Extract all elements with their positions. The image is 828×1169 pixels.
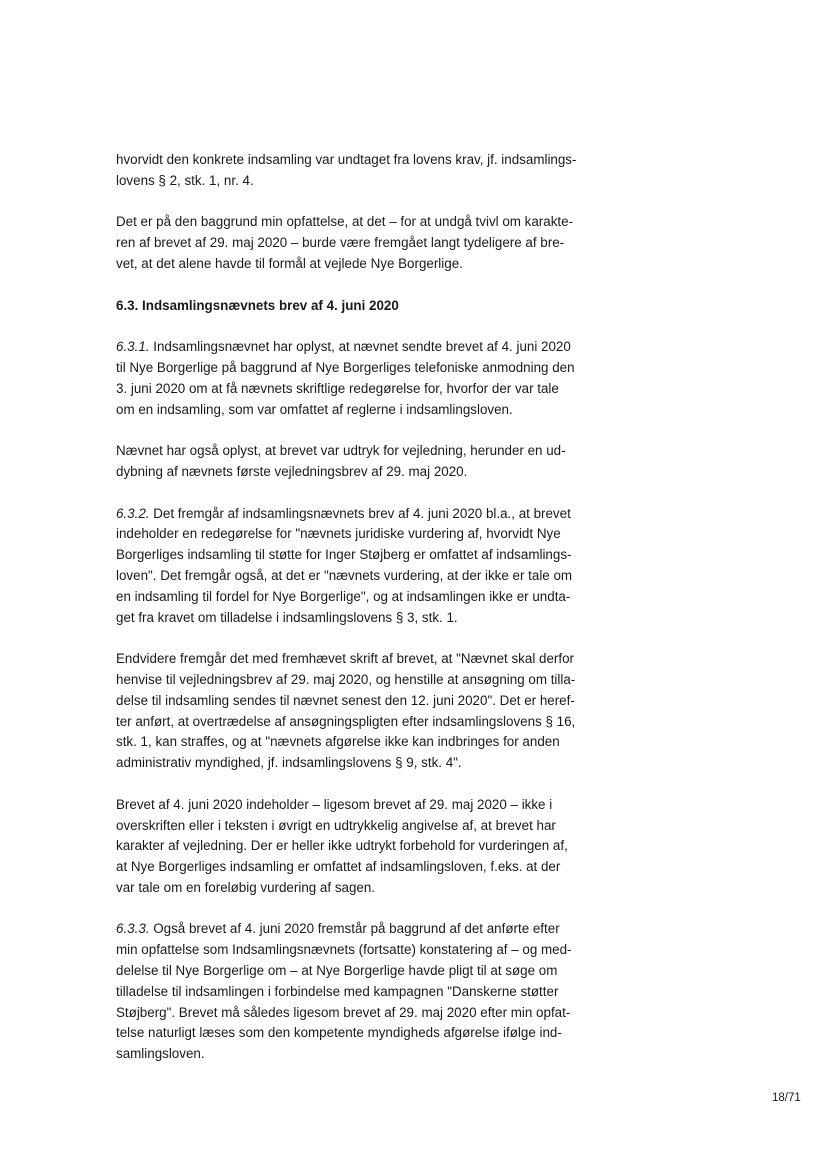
text-line: om en indsamling, som var omfattet af reglerne i indsamlingsloven. (116, 401, 513, 417)
page-number: 18/71 (772, 1092, 801, 1104)
document-body (116, 150, 606, 1086)
text-line: ter anført, at overtrædelse af ansøgningspligten efter indsamlingslovens § 16, (116, 713, 576, 729)
section-number: 6.3.1. (116, 339, 150, 355)
text-line: overskriften eller i teksten i øvrigt en udtrykkelig angivelse af, at brevet har (116, 817, 556, 833)
section-number: 6.3.3. (116, 921, 150, 937)
text-line: hvorvidt den konkrete indsamling var undtaget fra lovens krav, jf. indsamlings- (116, 152, 577, 167)
text-line (116, 919, 606, 940)
text-line: Borgerliges indsamling til støtte for Inger Støjberg er omfattet af indsamlings- (116, 547, 572, 563)
paragraph (116, 649, 606, 774)
paragraph (116, 441, 606, 483)
section-heading: 6.3. Indsamlingsnævnets brev af 4. juni 2020 (116, 297, 399, 313)
text-line: indeholder en redegørelse for "nævnets juridiske vurdering af, hvorvidt Nye (116, 526, 561, 542)
text-line: Brevet af 4. juni 2020 indeholder – ligesom brevet af 29. maj 2020 – ikke i (116, 796, 553, 812)
text-line: Endvidere fremgår det med fremhævet skrift af brevet, at "Nævnet skal derfor (116, 651, 574, 667)
text-run: Også brevet af 4. juni 2020 fremstår på baggrund af det anførte efter (149, 921, 560, 937)
text-line: vet, at det alene havde til formål at vejlede Nye Borgerlige. (116, 255, 463, 271)
paragraph (116, 150, 606, 192)
text-line: Det er på den baggrund min opfattelse, at det – for at undgå tvivl om karakte- (116, 214, 574, 230)
text-line (116, 504, 606, 525)
text-line: at Nye Borgerliges indsamling er omfattet af indsamlingsloven, f.eks. at der (116, 859, 561, 875)
paragraph (116, 337, 606, 420)
text-line: delse til indsamling sendes til nævnet senest den 12. juni 2020". Det er heref- (116, 692, 575, 708)
paragraph (116, 919, 606, 1065)
paragraph (116, 795, 606, 899)
text-line: henvise til vejledningsbrev af 29. maj 2020, og henstille at ansøgning om tilla- (116, 671, 576, 687)
text-line: get fra kravet om tilladelse i indsamlingslovens § 3, stk. 1. (116, 609, 458, 625)
text-line: Nævnet har også oplyst, at brevet var udtryk for vejledning, herunder en ud- (116, 443, 566, 459)
text-line: min opfattelse som Indsamlingsnævnets (fortsatte) konstatering af – og med- (116, 942, 572, 958)
text-line: samlingsloven. (116, 1046, 205, 1062)
text-line (116, 337, 606, 358)
text-line: 3. juni 2020 om at få nævnets skriftlige redegørelse for, hvorfor der var tale (116, 380, 559, 396)
text-line: til Nye Borgerlige på baggrund af Nye Borgerliges telefoniske anmodning den (116, 359, 575, 375)
paragraph (116, 504, 606, 629)
text-line: loven". Det fremgår også, at det er "nævnets vurdering, at der ikke er tale om (116, 567, 573, 583)
paragraph (116, 212, 606, 274)
text-run: Indsamlingsnævnet har oplyst, at nævnet sendte brevet af 4. juni 2020 (149, 339, 571, 355)
section-number: 6.3.2. (116, 505, 150, 521)
text-line: var tale om en foreløbig vurdering af sagen. (116, 879, 376, 895)
text-run: Det fremgår af indsamlingsnævnets brev af 4. juni 2020 bl.a., at brevet (149, 505, 571, 521)
text-line: administrativ myndighed, jf. indsamlingslovens § 9, stk. 4". (116, 755, 462, 771)
text-line: telse naturligt læses som den kompetente myndigheds afgørelse ifølge ind- (116, 1025, 562, 1041)
text-line: dybning af nævnets første vejledningsbrev af 29. maj 2020. (116, 463, 468, 479)
text-line: delelse til Nye Borgerlige om – at Nye Borgerlige havde pligt til at søge om (116, 963, 558, 979)
text-line: tilladelse til indsamlingen i forbindelse med kampagnen "Danskerne støtter (116, 983, 559, 999)
text-line: karakter af vejledning. Der er heller ikke udtrykt forbehold for vurderingen af, (116, 838, 568, 854)
text-line: en indsamling til fordel for Nye Borgerlige", og at indsamlingen ikke er undta- (116, 588, 571, 604)
text-line: ren af brevet af 29. maj 2020 – burde være fremgået langt tydeligere af bre- (116, 235, 565, 251)
text-line: Støjberg". Brevet må således ligesom brevet af 29. maj 2020 efter min opfat- (116, 1004, 571, 1020)
text-line: stk. 1, kan straffes, og at "nævnets afgørelse ikke kan indbringes for anden (116, 734, 560, 750)
text-line: lovens § 2, stk. 1, nr. 4. (116, 172, 254, 188)
